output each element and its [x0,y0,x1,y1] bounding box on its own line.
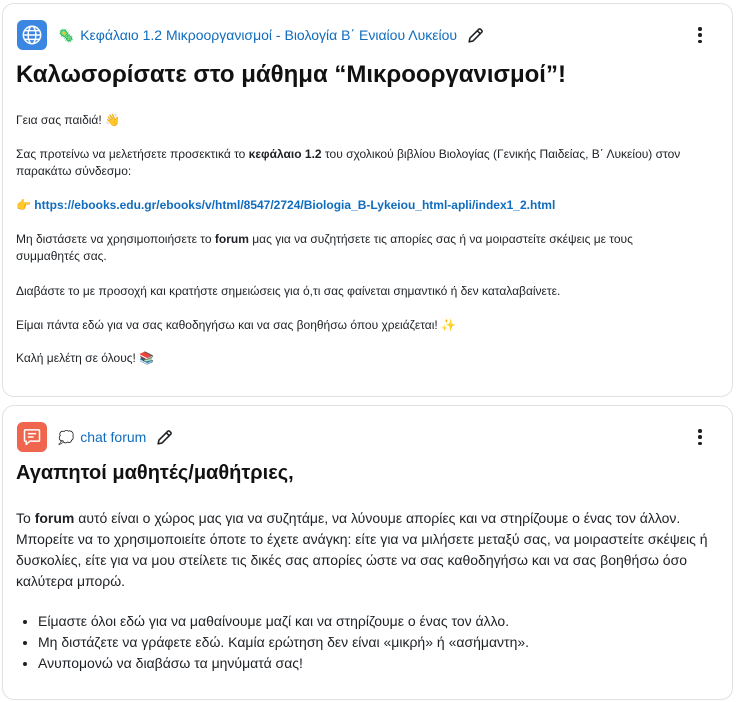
globe-icon[interactable] [17,20,47,50]
intro-bold: κεφάλαιο 1.2 [248,147,322,161]
forum-icon[interactable] [17,422,47,452]
ebook-link[interactable]: https://ebooks.edu.gr/ebooks/v/html/8547/2724/Biologia_B-Lykeiou_html-apli/index1_2.html [34,198,556,212]
forum-before: Μη διστάσετε να χρησιμοποιήσετε το [16,232,215,246]
activity-header [17,421,718,453]
help-paragraph: Είμαι πάντα εδώ για να σας καθοδηγήσω και να σας βοηθήσω όπου χρειάζεται! ✨ [16,318,457,332]
forum-rules-list [16,611,716,674]
intro-paragraph [16,146,696,180]
microbe-emoji: 🦠 [58,27,75,43]
pencil-icon[interactable] [467,27,484,44]
thought-bubble-emoji: 💭 [58,429,75,445]
para-bold: forum [34,510,75,526]
forum-paragraph [16,231,696,265]
greeting-text: Γεια σας παιδιά! 👋 [16,113,120,127]
activity-title-link[interactable]: chat forum [80,429,147,445]
pointing-emoji: 👉 [16,198,31,212]
link-paragraph [16,197,696,214]
list-item: • Ανυπομονώ να διαβάσω τα μηνύματά σας! [38,653,716,674]
pencil-icon[interactable] [156,429,173,446]
kebab-menu-icon[interactable] [692,27,708,43]
forum-after: μας για να συζητήσετε τις απορίες σας ή να μοιραστείτε σκέψεις με τους συμμαθητές σας. [16,232,633,263]
para-before: Το [16,510,35,526]
welcome-heading: Καλωσορίσατε στο μάθημα “Μικροοργανισμοί”! [16,61,566,88]
intro-before: Σας προτείνω να μελετήσετε προσεκτικά το [16,147,249,161]
section2-content [16,460,716,674]
activity-title-link[interactable]: Κεφάλαιο 1.2 Μικροοργανισμοί - Βιολογία Β΄ Ενιαίου Λυκείου [80,27,458,43]
forum-bold: forum [214,232,249,246]
section1-content [16,60,706,365]
bye-paragraph: Καλή μελέτη σε όλους! 📚 [16,351,155,365]
activity-header [17,19,718,51]
list-item: • Μη διστάζετε να γράφετε εδώ. Καμία ερώτηση δεν είναι «μικρή» ή «ασήμαντη». [38,632,716,653]
study-paragraph: Διαβάστε το με προσοχή και κρατήστε σημειώσεις για ό,τι σας φαίνεται σημαντικό ή δεν καταλαβαίνετε. [16,284,561,298]
forum-description [16,508,716,592]
forum-heading: Αγαπητοί μαθητές/μαθήτριες, [16,462,294,484]
para-after: αυτό είναι ο χώρος μας για να συζητάμε, να λύνουμε απορίες και να στηρίζουμε ο ένας τον άλλον. Μπορείτε να το χρησιμοποιείτε όποτε το έχετε ανάγκη: είτε για να μιλήσετε μεταξύ σας, να μοιραστείτε σκέψεις ή δυσκολίες, είτε για να μου στείλετε τις δικές σας απορίες ώστε να σας καθοδηγήσω και να σας βοηθήσω όσο καλύτερα μπορώ. [16,510,708,589]
list-item: • Είμαστε όλοι εδώ για να μαθαίνουμε μαζί και να στηρίζουμε ο ένας τον άλλο. [38,611,716,632]
kebab-menu-icon[interactable] [692,429,708,445]
intro-after: του σχολικού βιβλίου Βιολογίας (Γενικής Παιδείας, Β΄ Λυκείου) στον παρακάτω σύνδεσμο: [16,147,681,178]
